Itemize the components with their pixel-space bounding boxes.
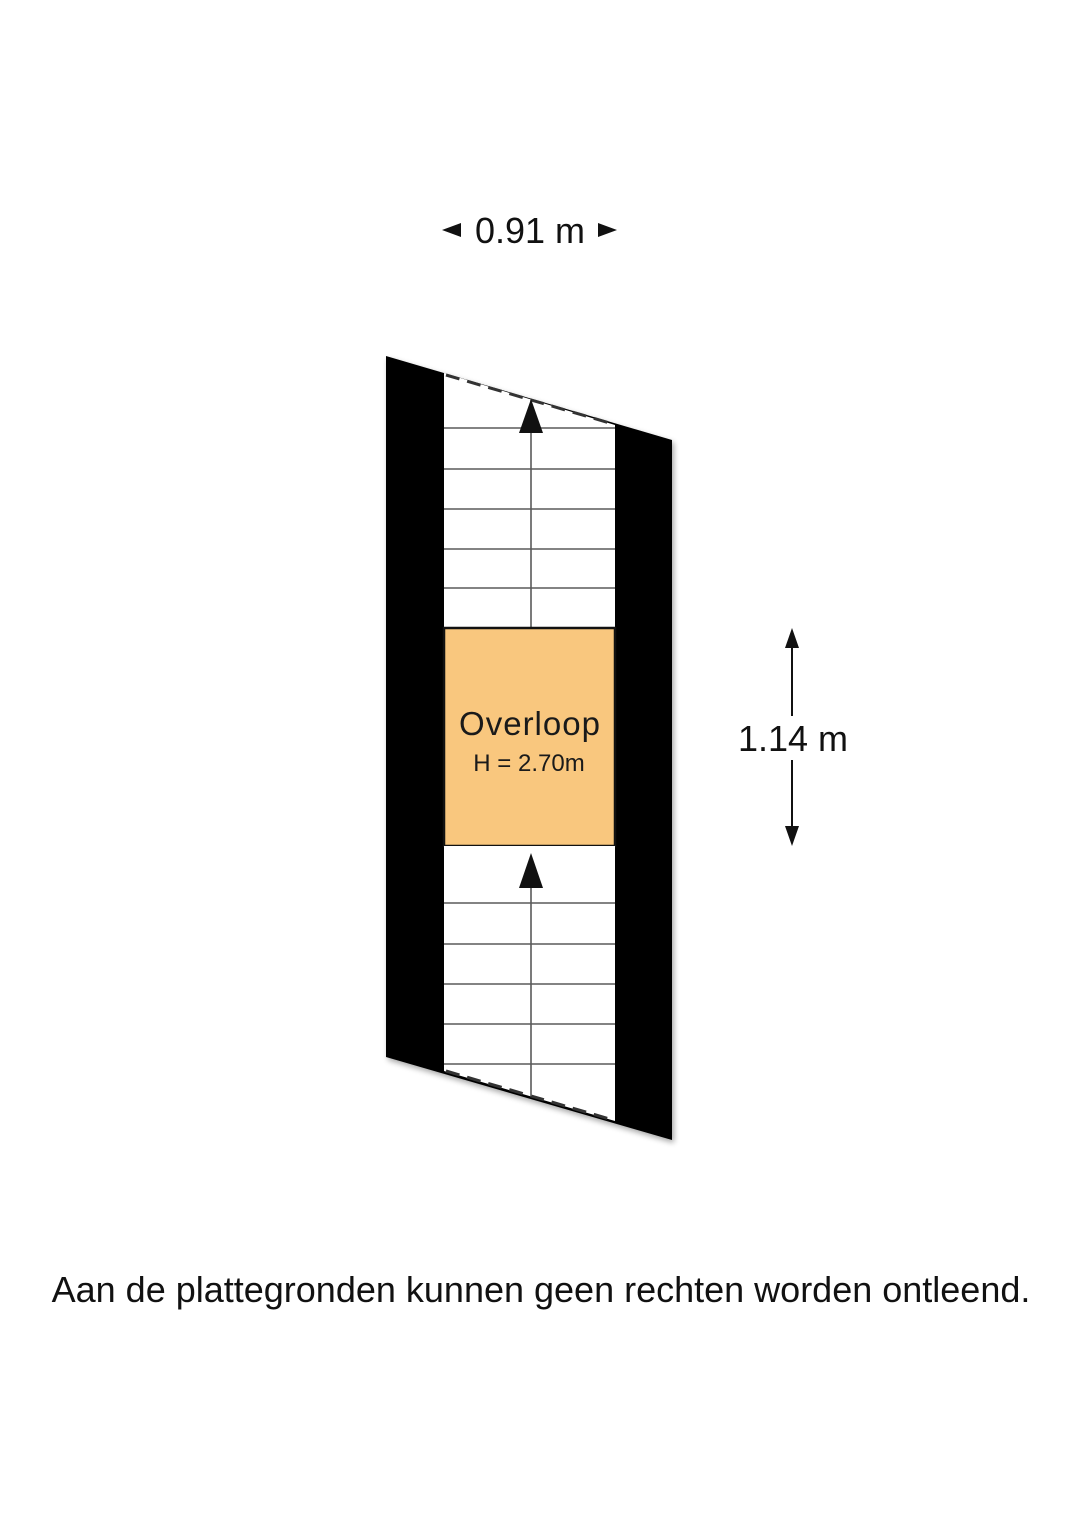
room-height: H = 2.70m (473, 750, 585, 777)
arrow-right-icon (598, 223, 617, 237)
arrow-down-icon (785, 826, 799, 846)
room-overloop (444, 628, 615, 846)
height-dimension-label: 1.14 m (737, 718, 849, 759)
disclaimer-text: Aan de plattegronden kunnen geen rechten worden ontleend. (51, 1269, 1031, 1310)
height-dimension (738, 628, 848, 846)
stair-upper (444, 373, 615, 628)
width-dimension (442, 210, 617, 251)
width-dimension-label: 0.91 m (474, 210, 586, 251)
room-name: Overloop (459, 705, 601, 742)
arrow-left-icon (442, 223, 461, 237)
arrow-up-icon (785, 628, 799, 648)
